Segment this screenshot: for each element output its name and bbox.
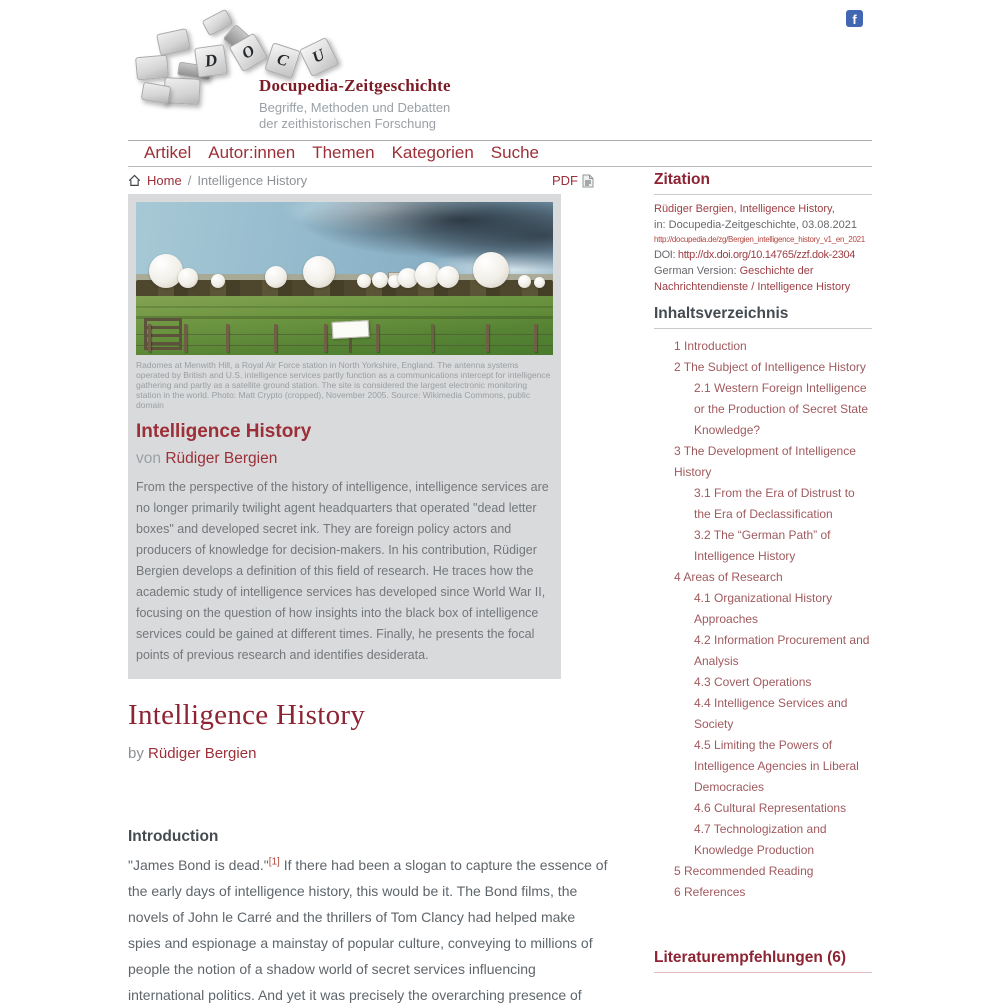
nav-item — [208, 143, 295, 163]
teaser-title: Intelligence History — [136, 421, 312, 442]
radome-sphere — [149, 254, 183, 288]
toc-item — [654, 693, 872, 735]
toc-item — [654, 525, 872, 567]
radome-sphere — [534, 277, 545, 288]
intro-text: If there had been a slogan to capture the essence of the early days of intelligence history, this would be it. The Bond films, the novels of John le Carré and the thrillers of Tom Clancy had helped make spies and espionage a mainstay of popular culture, conveying to millions of people the notion of a shadow world of secret services influencing international politics. And yet it was precisely the overarching presence of — [128, 857, 608, 1003]
toc-link[interactable]: 4.4 Intelligence Services and Society — [694, 696, 848, 731]
toc-link[interactable]: 2 The Subject of Intelligence History — [674, 360, 866, 374]
fence-post — [431, 324, 434, 352]
author-link[interactable]: Rüdiger Bergien — [165, 450, 278, 467]
brand-text — [259, 76, 451, 131]
author-link[interactable]: Rüdiger Bergien — [148, 745, 257, 762]
radome-sphere — [211, 274, 225, 288]
literature-section — [654, 949, 872, 973]
nav-item — [392, 143, 474, 163]
toc-link[interactable]: 5 Recommended Reading — [674, 864, 814, 878]
nav-link[interactable]: Themen — [312, 143, 375, 162]
citation-german-row — [654, 263, 872, 295]
image-caption: Radomes at Menwith Hill, a Royal Air Force station in North Yorkshire, England. The antenna systems operated by British and U.S. intelligence services partly function as a communications intercept for intelligence gathering and partly as a satellite ground station. The site is considered the largest electronic monitoring station in the world. Photo: Matt Crypto (cropped), November 2005. Source: Wikimedia Commons, public domain — [136, 360, 551, 410]
toc-item — [654, 672, 872, 693]
site-tagline — [259, 100, 451, 131]
nav-item — [144, 143, 191, 163]
nav-link[interactable]: Autor:innen — [208, 143, 296, 162]
radome-sphere — [518, 275, 531, 288]
pdf-document-icon — [582, 174, 594, 188]
citation-author-title-link[interactable]: Rüdiger Bergien, Intelligence History, — [654, 203, 835, 215]
nav-list — [144, 143, 872, 163]
toc-link[interactable]: 1 Introduction — [674, 339, 747, 353]
nav-item — [491, 143, 539, 163]
site-title: Docupedia-Zeitgeschichte — [259, 76, 451, 95]
breadcrumb-current: Intelligence History — [197, 173, 308, 188]
radome-sphere — [178, 268, 198, 288]
radome-sphere — [473, 252, 509, 288]
citation-doi-row — [654, 247, 872, 263]
abstract-text: From the perspective of the history of intelligence, intelligence services are no longer primarily twilight agent headquarters that operated "dead letter boxes" and developed secret ink. They are foreign policy actors and producers of knowledge for decision-makers. In his contribution, Rüdiger Bergien develops a definition of this field of research. He traces how the academic study of intelligence services has developed since World War II, focusing on the question of how insights into the black box of intelligence services could be gained at different times. Finally, he presents the focal points of previous research and identifies desiderata. — [136, 480, 549, 662]
citation-url-link[interactable]: http://docupedia.de/zg/Bergien_intelligence_history_v1_en_2021 — [654, 235, 865, 244]
toc-item — [654, 567, 872, 588]
section-heading-introduction: Introduction — [128, 828, 219, 845]
fence-post — [274, 324, 277, 352]
toc-item — [654, 882, 872, 903]
pdf-link[interactable] — [552, 173, 594, 188]
logo-tile — [135, 55, 169, 81]
toc-link[interactable]: 4 Areas of Research — [674, 570, 783, 584]
toc-item — [654, 357, 872, 378]
toc-item — [654, 483, 872, 525]
toc-section — [654, 305, 872, 903]
german-version-prefix: German Version: — [654, 265, 740, 277]
toc-link[interactable]: 4.2 Information Procurement and Analysis — [694, 633, 870, 668]
logo-letter: O — [238, 41, 258, 63]
toc-item — [654, 441, 872, 483]
photo-sign — [332, 320, 370, 339]
main-column — [128, 167, 610, 1008]
photo-field-streak — [136, 306, 553, 308]
toc-link[interactable]: 4.7 Technologization and Knowledge Production — [694, 822, 827, 857]
german-version-link[interactable]: Geschichte der Nachrichtendienste / Intelligence History — [654, 265, 851, 293]
teaser-byline — [136, 450, 553, 468]
radome-sphere — [437, 266, 459, 288]
radome-sphere — [372, 272, 388, 288]
toc-link[interactable]: 6 References — [674, 885, 746, 899]
byline-prefix: by — [128, 745, 144, 762]
toc-link[interactable]: 4.3 Covert Operations — [694, 675, 812, 689]
tagline-line1: Begriffe, Methoden und Debatten — [259, 100, 451, 115]
fence-post — [148, 324, 151, 352]
nav-link[interactable]: Kategorien — [391, 143, 474, 162]
page-title: Intelligence History — [128, 699, 366, 731]
logo-letter: C — [274, 50, 291, 70]
article-photo — [136, 202, 553, 355]
zitation-heading: Zitation — [654, 171, 872, 195]
fence-post — [534, 324, 537, 352]
pdf-label: PDF — [552, 173, 578, 188]
fence-post — [376, 324, 379, 352]
logo-tile — [141, 82, 172, 105]
logo-letter: D — [203, 50, 219, 71]
radome-sphere — [265, 266, 287, 288]
logo-letter-tile — [299, 37, 339, 77]
toc-link[interactable]: 4.6 Cultural Representations — [694, 801, 847, 815]
nav-link[interactable]: Artikel — [144, 143, 192, 162]
toc-link[interactable]: 2.1 Western Foreign Intelligence or the Production of Secret State Knowledge? — [694, 381, 869, 437]
site-header — [128, 0, 872, 140]
logo-tile — [156, 28, 191, 56]
page-container — [128, 0, 872, 1008]
toc-link[interactable]: 3 The Development of Intelligence History — [674, 444, 856, 479]
tagline-line2: der zeithistorischen Forschung — [259, 115, 437, 131]
toc-item — [654, 378, 872, 441]
fence-post — [184, 324, 187, 352]
toc-link[interactable]: 3.1 From the Era of Distrust to the Era of Declassification — [694, 486, 855, 521]
zitation-section — [654, 171, 872, 295]
home-icon — [128, 174, 141, 187]
facebook-glyph: f — [852, 12, 857, 27]
doi-link[interactable]: http://dx.doi.org/10.14765/zzf.dok-2304 — [677, 249, 856, 261]
toc-item — [654, 735, 872, 798]
toc-list — [654, 336, 872, 903]
toc-item — [654, 819, 872, 861]
byline-prefix: von — [136, 450, 161, 467]
fence-post — [324, 324, 327, 352]
logo-letter: U — [309, 46, 328, 67]
toc-link[interactable]: 4.1 Organizational History Approaches — [694, 591, 833, 626]
footnote-1-link[interactable]: [1] — [268, 856, 280, 868]
article-byline — [128, 745, 610, 762]
toc-link[interactable]: 3.2 The “German Path” of Intelligence History — [694, 528, 831, 563]
doi-prefix: DOI: — [654, 249, 678, 261]
nav-link[interactable]: Suche — [490, 143, 539, 162]
main-nav — [128, 140, 872, 167]
citation-block — [654, 201, 872, 295]
photo-field-streak — [136, 316, 553, 319]
nav-item — [312, 143, 374, 163]
toc-heading: Inhaltsverzeichnis — [654, 305, 872, 329]
intro-paragraph — [128, 852, 610, 1008]
sidebar — [654, 167, 872, 973]
radome-sphere — [357, 274, 371, 288]
toc-item — [654, 861, 872, 882]
fence-post — [226, 324, 229, 352]
intro-quote: "James Bond is dead." — [128, 857, 269, 873]
fence-post — [486, 324, 489, 352]
toc-item — [654, 630, 872, 672]
logo-letter-tile — [194, 44, 228, 78]
toc-item — [654, 798, 872, 819]
fence-wire — [136, 345, 553, 346]
toc-item — [654, 588, 872, 630]
citation-publication: in: Docupedia-Zeitgeschichte, 03.08.2021 — [654, 219, 858, 231]
facebook-icon[interactable] — [846, 10, 863, 27]
teaser-box — [128, 194, 561, 679]
breadcrumb-home-link[interactable]: Home — [147, 173, 182, 188]
toc-link[interactable]: 4.5 Limiting the Powers of Intelligence Agencies in Liberal Democracies — [694, 738, 859, 794]
logo-letter-tile — [264, 42, 301, 79]
literature-heading: Literaturempfehlungen (6) — [654, 949, 872, 973]
breadcrumb-separator: / — [187, 173, 192, 188]
photo-sign-post — [349, 338, 352, 353]
radome-sphere — [303, 256, 335, 288]
toc-item — [654, 336, 872, 357]
breadcrumb — [128, 173, 594, 188]
